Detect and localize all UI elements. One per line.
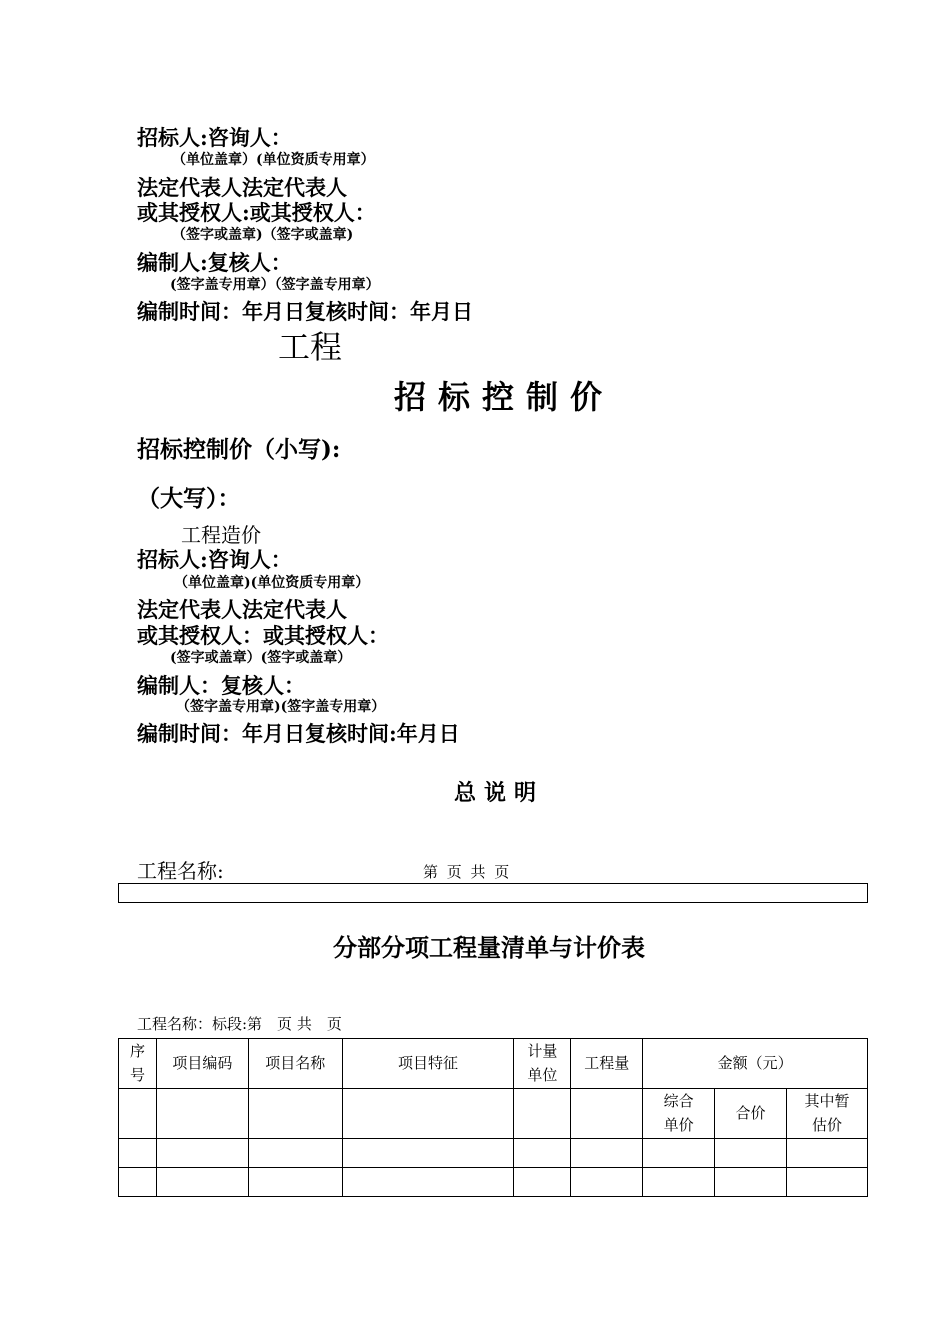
tenderer-line-2: 招标人:咨询人： xyxy=(137,547,292,572)
bill-meta: 工程名称：标段:第 页 共 页 xyxy=(137,1015,342,1033)
compiler-line-2: 编制人：复核人： xyxy=(137,673,305,698)
price-uppercase: （大写）： xyxy=(137,485,241,512)
price-lowercase: 招标控制价（小写): xyxy=(137,436,341,463)
project-heading: 工程 xyxy=(278,328,343,366)
header-name: 项目名称 xyxy=(248,1039,342,1089)
header-unit: 计量单位 xyxy=(514,1039,571,1089)
authorized-line-2: 或其授权人：或其授权人： xyxy=(137,623,389,648)
seal-note-2: （单位盖章)(单位资质专用章） xyxy=(174,575,370,591)
table-cell xyxy=(342,1089,514,1139)
bill-title: 分部分项工程量清单与计价表 xyxy=(333,933,645,962)
legal-rep-line: 法定代表人法定代表人 xyxy=(137,175,347,200)
table-subheader-row xyxy=(119,1089,868,1139)
compiler-seal-note-2: （签字盖专用章)(签字盖专用章） xyxy=(176,699,386,715)
table-row xyxy=(119,1139,868,1168)
table-cell xyxy=(119,1089,157,1139)
summary-box xyxy=(118,883,868,903)
table-cell xyxy=(248,1089,342,1139)
header-feature: 项目特征 xyxy=(342,1039,514,1089)
seal-note: （单位盖章）(单位资质专用章） xyxy=(172,152,375,168)
table-cell xyxy=(571,1089,643,1139)
summary-project-name: 工程名称: xyxy=(137,859,224,883)
compiler-line: 编制人:复核人： xyxy=(137,250,292,275)
legal-rep-line-2: 法定代表人法定代表人 xyxy=(137,597,347,622)
header-code: 项目编码 xyxy=(156,1039,248,1089)
header-total: 合价 xyxy=(715,1089,787,1139)
summary-page-info: 第 页 共 页 xyxy=(423,863,512,881)
table-row xyxy=(119,1168,868,1197)
header-qty: 工程量 xyxy=(571,1039,643,1089)
sign-note-2: (签字或盖章）(签字或盖章） xyxy=(170,650,352,666)
sign-note: （签字或盖章)（签字或盖章) xyxy=(172,227,354,243)
table-cell xyxy=(514,1089,571,1139)
header-seq: 序号 xyxy=(119,1039,157,1089)
control-price-title: 招标控制价 xyxy=(394,378,615,416)
bill-table xyxy=(118,1038,868,1197)
date-line: 编制时间：年月日复核时间：年月日 xyxy=(137,299,473,324)
header-provisional: 其中暂估价 xyxy=(787,1089,868,1139)
compiler-seal-note: (签字盖专用章）（签字盖专用章） xyxy=(170,277,380,293)
table-header-row xyxy=(119,1039,868,1089)
header-amount: 金额（元） xyxy=(643,1039,868,1089)
table-cell xyxy=(156,1089,248,1139)
date-line-2: 编制时间：年月日复核时间:年月日 xyxy=(137,721,460,746)
summary-title: 总说明 xyxy=(454,780,545,806)
tenderer-line: 招标人:咨询人： xyxy=(137,125,292,150)
header-unit-price: 综合单价 xyxy=(643,1089,715,1139)
cost-label: 工程造价 xyxy=(181,523,261,547)
authorized-line: 或其授权人:或其授权人： xyxy=(137,200,376,225)
